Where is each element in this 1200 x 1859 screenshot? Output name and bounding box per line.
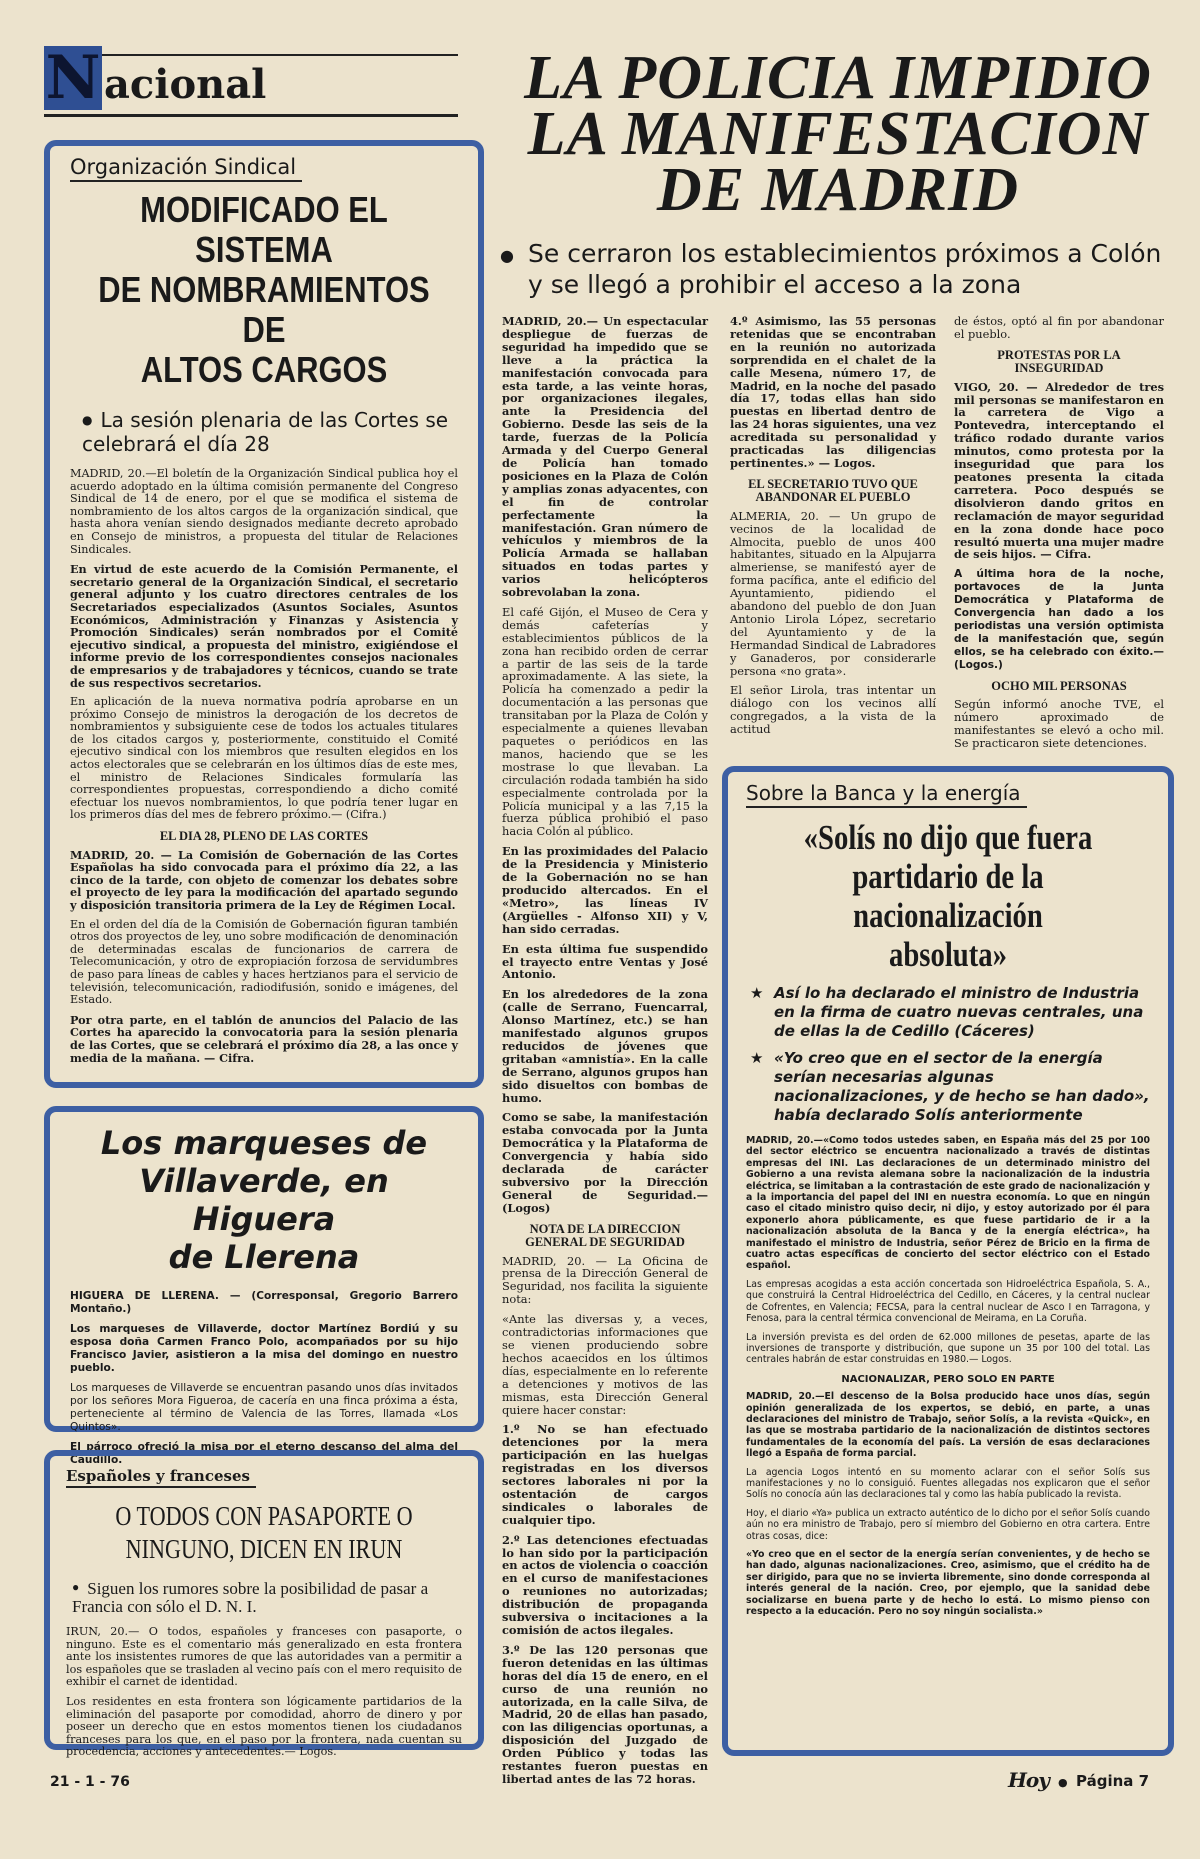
section-title: acional bbox=[104, 61, 267, 108]
subheading: EL DIA 28, PLENO DE LAS CORTES bbox=[159, 829, 369, 844]
bullet-icon: ● bbox=[500, 246, 514, 265]
main-story-col3 bbox=[954, 315, 1164, 757]
paragraph: La agencia Logos intentó en su momento aclarar con el señor Solís sus manifestaciones y no lo consiguió. Fuentes allegadas nos explicaron que el señor Solís no conocía aún las declaraciones tal y como las había publicado la revista. bbox=[746, 1466, 1150, 1501]
title-line: Villaverde, en Higuera bbox=[139, 1162, 389, 1238]
paragraph: El párroco ofreció la misa por el eterno descanso del alma del Caudillo. bbox=[70, 1441, 458, 1466]
banca-box bbox=[722, 766, 1174, 1756]
paragraph: Los marqueses de Villaverde se encuentran pasando unos días invitados por los señores Mora Figueroa, de cacería en una finca próxima a ésta, perteneciente al término de Valencia de las Torres, llamada «Los Quintos». bbox=[70, 1382, 458, 1433]
main-headline bbox=[508, 44, 1168, 224]
marqueses-title bbox=[70, 1124, 458, 1276]
irun-bullet: ● Siguen los rumores sobre la posibilidad de pasar a Francia con sólo el D. N. I. bbox=[72, 1578, 462, 1616]
title-line: Los marqueses de bbox=[100, 1124, 428, 1162]
title-line: DE NOMBRAMIENTOS DE bbox=[98, 269, 430, 350]
paragraph: IRUN, 20.— O todos, españoles y franceses con pasaporte, o ninguno. Este es el comentario más generalizado en esta frontera ante los insistentes rumores de que las autoridades van a permitir a los españoles que se trasladen al vecino país con el mero requisito de exhibir el carnet de identidad. bbox=[66, 1625, 462, 1689]
paragraph: 3.º De las 120 personas que fueron detenidas en las últimas horas del día 15 de enero, en el curso de una reunión no autorizada, en la calle Silva, de Madrid, 20 de ellas han pasado, con las diligencias oportunas, a disposición del Juzgado de Orden Público y todas las restantes fueron puestas en libertad antes de las 72 horas. bbox=[502, 1642, 708, 1786]
paragraph: En las proximidades del Palacio de la Presidencia y Ministerio de la Gobernación no se han producido altercados. En el «Metro», las líneas IV (Argüelles - Alfonso XII) y V, han sido cerradas. bbox=[502, 844, 708, 936]
paragraph: MADRID, 20. — La Comisión de Gobernación de las Cortes Españolas ha sido convocada para el próximo día 22, a las cinco de la tarde, con objeto de comenzar los debates sobre el proyecto de ley para la modificación del apartado segundo y disposición transitoria primera de la Ley de Régimen Local. bbox=[70, 847, 458, 912]
paragraph: Las empresas acogidas a esta acción concertada son Hidroeléctrica Española, S. A., que construirá la Central Hidroeléctrica del Cedillo, en Cáceres, y la central nuclear de Cofrentes, en Valencia; FECSA, para la central nuclear de Asco I en Tarragona, y Fenosa, para la central térmica convencional de Meirama, en La Coruña. bbox=[746, 1278, 1150, 1325]
paragraph: MADRID, 20.—«Como todos ustedes saben, en España más del 25 por 100 del sector eléctrico se encuentra nacionalizado a través de distintas empresas del INI. Las declaraciones de un determinado ministro del Gobierno a una revista alemana sobre la nacionalización de la industria eléctrica, se limitaban a la contrastación de este grado de nacionalización y a la importancia del papel del INI en nuestra economía. Lo que en ningún caso el citado ministro quiso decir, ni dijo, y estoy autorizado por él para exponerlo ahora públicamente, es que fuese partidario de ir a la nacionalización absoluta de la Banca y de la energía eléctrica», ha manifestado el ministro de Industria, señor Pérez de Bricio en la firma de cuatro actas específicas de concierto del sector eléctrico con el Estado español. bbox=[746, 1135, 1150, 1272]
irun-box bbox=[44, 1450, 484, 1759]
paragraph: 2.º Las detenciones efectuadas lo han sido por la participación en actos de violencia o coacción en el curso de manifestaciones o reuniones no autorizadas; distribución de propaganda subversiva o incitaciones a la comisión de actos ilegales. bbox=[502, 1532, 708, 1637]
banca-title bbox=[782, 818, 1113, 974]
title-line: NINGUNO, DICEN EN IRUN bbox=[125, 1534, 403, 1564]
paragraph: Por otra parte, en el tablón de anuncios del Palacio de las Cortes ha aparecido la convocatoria para la sesión plenaria de las Cortes, que se celebrará el próximo día 28, a las once y media de la mañana. — Cifra. bbox=[70, 1012, 458, 1065]
paragraph: A última hora de la noche, portavoces de la Junta Democrática y Plataforma de Convergencia han dado a los periodistas una versión optimista de la manifestación que, según ellos, se ha celebrado con éxito.—(Logos.) bbox=[954, 568, 1164, 671]
headline-line: LA POLICIA IMPIDIO bbox=[524, 44, 1152, 112]
paragraph: VIGO, 20. — Alrededor de tres mil personas se manifestaron en la carretera de Vigo a Pontevedra, interceptando el tráfico rodado durante varios minutos, como protesta por la inseguridad que para los peatones presenta la citada carretera. Poco después se disolvieron dando gritos en reclamación de mayor seguridad en la zona donde hace poco resultó muerta una mujer madre de seis hijos. — Cifra. bbox=[954, 379, 1164, 562]
paragraph: Los residentes en esta frontera son lógicamente partidarios de la eliminación del pasaporte por comodidad, ahorro de dinero y por poseer un derecho que en estos momentos tienen los ciudadanos franceses para los que, en el paso por la frontera, nada cuentan su procedencia, acciones y antecedentes.— Logos. bbox=[66, 1694, 462, 1759]
paragraph: MADRID, 20.—El boletín de la Organización Sindical publica hoy el acuerdo adoptado en la última comisión permanente del Congreso Sindical de 14 de enero, por el que se modifica el sistema de nombramiento de los altos cargos de la organización sindical, que hasta ahora venían siendo designados mediante decreto aprobado en Consejo de ministros, a propuesta del titular de Relaciones Sindicales. bbox=[70, 467, 458, 556]
footer-date: 21 - 1 - 76 bbox=[50, 1774, 130, 1790]
section-initial: N bbox=[45, 43, 101, 113]
paragraph: de éstos, optó al fin por abandonar el pueblo. bbox=[954, 314, 1164, 341]
banca-bullet: ★ «Yo creo que en el sector de la energía serían necesarias algunas nacionalizaciones, y de hecho se han dado», había declarado Solís anteriormente bbox=[750, 1049, 1150, 1124]
paragraph: El café Gijón, el Museo de Cera y demás cafeterías y establecimientos públicos de la zona han recibido orden de cerrar a partir de las seis de la tarde aproximadamente. A las siete, la Policía ha comenzado a pedir la documentación a las personas que transitaban por la Plaza de Colón y especialmente a quienes llevaban paquetes o periódicos en las manos, haciendo que se les mostrase lo que llevaban. La circulación rodada también ha sido especialmente controlada por la Policía municipal y a las 7,15 la fuerza pública prohibió el paso hacia Colón al público. bbox=[502, 604, 708, 839]
title-line: «Solís no dijo que fuera bbox=[803, 818, 1093, 857]
subheading: EL SECRETARIO TUVO QUE ABANDONAR EL PUEBLO bbox=[748, 476, 918, 504]
paragraph: «Yo creo que en el sector de la energía serían convenientes, y de hecho se han dado, algunas nacionalizaciones. Creo, asimismo, que el crédito ha de ser dirigido, para que no se invierta libremente, sino donde corresponda al interés general de la nación. Creo, por ejemplo, que la sanidad debe socializarse en buena parte y de hecho lo está. Lo mismo pienso con respecto a la educación. Pero no soy ningún socialista.» bbox=[746, 1549, 1150, 1618]
kicker: Españoles y franceses bbox=[66, 1466, 256, 1488]
subheading: NOTA DE LA DIRECCION GENERAL DE SEGURIDAD bbox=[525, 1221, 685, 1249]
main-story-col1 bbox=[502, 315, 708, 1793]
subheading: OCHO MIL PERSONAS bbox=[991, 678, 1127, 693]
title-line: ALTOS CARGOS bbox=[140, 349, 388, 390]
irun-title bbox=[102, 1500, 427, 1566]
title-line: MODIFICADO EL SISTEMA bbox=[140, 189, 388, 270]
subheading: PROTESTAS POR LA INSEGURIDAD bbox=[997, 347, 1121, 375]
paragraph: MADRID, 20. — La Oficina de prensa de la Dirección General de Seguridad, nos facilita la siguiente nota: bbox=[502, 1253, 708, 1307]
star-icon: ★ bbox=[750, 1049, 764, 1067]
kicker: Organización Sindical bbox=[70, 154, 302, 182]
paragraph: En el orden del día de la Comisión de Gobernación figuran también otros dos proyectos de ley, uno sobre modificación de denominación de determinadas escalas de funcionarios de carrera de Telecomunicación, y otro de expropiación forzosa de servidumbres de paso para líneas de cables y haces hertzianos para el servicio de televisión, telecomunicación, radiodifusión, sonido e imágenes, del Estado. bbox=[70, 917, 458, 1007]
title-line: partidario de la nacionalización bbox=[852, 857, 1044, 935]
footer-bullet-icon: ● bbox=[1058, 1776, 1068, 1789]
paragraph: En virtud de este acuerdo de la Comisión Permanente, el secretario general de la Organización Sindical, el secretario general adjunto y los cuatro directores centrales de los Secretariados especializados (Asuntos Sociales, Asuntos Económicos, Administración y Finanzas y Asistencia y Promoción Sindicales) serán nombrados por el Comité ejecutivo sindical, a propuesta del ministro, exigiéndose el informe previo de los correspondientes consejos nacionales de empresarios y de trabajadores y técnicos, cuando se trate de sus respectivos secretarios. bbox=[70, 562, 458, 690]
star-icon: ★ bbox=[750, 984, 764, 1002]
sindical-title bbox=[97, 190, 431, 390]
sindical-box bbox=[44, 140, 484, 1088]
headline-line: LA MANIFESTACION bbox=[527, 100, 1149, 168]
paragraph: «Ante las diversas y, a veces, contradictorias informaciones que se vienen produciendo sobre hechos acaecidos en los últimos días, especialmente en lo referente a detenciones y motivos de las mismas, esta Dirección General quiere hacer constar: bbox=[502, 1312, 708, 1417]
paragraph: Los marqueses de Villaverde, doctor Martínez Bordiú y su esposa doña Carmen Franco Polo, acompañados por su hijo Francisco Javier, asistieron a la misa del domingo en nuestro pueblo. bbox=[70, 1323, 458, 1374]
paragraph: MADRID, 20.—El descenso de la Bolsa producido hace unos días, según opinión generalizada de los expertos, se debió, en parte, a unas declaraciones del ministro de Trabajo, señor Solís, a la revista «Quick», en las que se mostraba partidario de la nacionalización de distintos sectores fundamentales de la economía del país. La versión de esas declaraciones llegó a España de forma parcial. bbox=[746, 1391, 1150, 1460]
title-line: O TODOS CON PASAPORTE O bbox=[115, 1501, 413, 1531]
title-line: de Llerena bbox=[168, 1238, 360, 1276]
kicker: Sobre la Banca y la energía bbox=[746, 780, 1027, 808]
section-rule-top bbox=[44, 54, 458, 56]
paragraph: En esta última fue suspendido el trayecto entre Ventas y José Antonio. bbox=[502, 941, 708, 982]
paragraph: En los alrededores de la zona (calle de Serrano, Fuencarral, Alonso Martínez, etc.) se han manifestado algunos grupos reducidos de jóvenes que gritaban «amnistía». En la calle de Serrano, algunos grupos han sido disueltos con bombas de humo. bbox=[502, 987, 708, 1105]
paragraph: Hoy, el diario «Ya» publica un extracto auténtico de lo dicho por el señor Solís cuando aún no era ministro de Trabajo, pero sí miembro del Gobierno en otra cartera. Entre otras cosas, dice: bbox=[746, 1507, 1150, 1542]
paragraph: Según informó anoche TVE, el número aproximado de manifestantes se elevó a ocho mil. Se practicaron siete detenciones. bbox=[954, 697, 1164, 751]
paragraph: En aplicación de la nueva normativa podría aprobarse en un próximo Consejo de ministros la derogación de los decretos de nombramientos y subsiguiente cese de todos los actuales titulares de los citados cargos y, posteriormente, constituido el Comité ejecutivo sindical con los miembros que resulten elegidos en los actos electorales que se celebrarán en los últimos días de este mes, el ministro de Relaciones Sindicales formularía las correspondientes propuestas, correspondiendo a dicho comité efectuar los nuevos nombramientos, lo que podría tener lugar en los primeros días del mes de febrero próximo.— (Cifra.) bbox=[70, 695, 458, 822]
paragraph: 1.º No se han efectuado detenciones por la mera participación en las huelgas registradas en los diversos sectores laborales ni por la ostentación de cargos sindicales o laborales de cualquier tipo. bbox=[502, 1422, 708, 1527]
sindical-bullet: ● La sesión plenaria de las Cortes se celebrará el día 28 bbox=[82, 408, 458, 456]
paragraph: MADRID, 20.— Un espectacular despliegue de fuerzas de seguridad ha impedido que se lleve a la práctica la manifestación convocada para esta tarde, a las veinte horas, por organizaciones ilegales, ante la Presidencia del Gobierno. Desde las seis de la tarde, fuerzas de la Policía Armada y del Cuerpo General de Policía han tomado posiciones en la Plaza de Colón y amplias zonas adyacentes, con el fin de controlar perfectamente la manifestación. Gran número de vehículos y miembros de la Policía Armada se hallaban situados en todas partes y varios helicópteros sobrevolaban la zona. bbox=[502, 314, 708, 600]
main-story-col2 bbox=[730, 315, 936, 743]
byline: HIGUERA DE LLERENA. — (Corresponsal, Gregorio Barrero Montaño.) bbox=[70, 1290, 458, 1315]
paragraph: 4.º Asimismo, las 55 personas retenidas que se encontraban en la reunión no autorizada sorprendida en el chalet de la calle Mesena, número 17, de Madrid, en la noche del pasado día 17, todas ellas han sido puestas en libertad dentro de las 24 horas siguientes, una vez acreditada su personalidad y practicadas las diligencias pertinentes.» — Logos. bbox=[730, 314, 936, 470]
section-rule-bottom bbox=[44, 114, 458, 117]
banca-bullet: ★ Así lo ha declarado el ministro de Industria en la firma de cuatro nuevas centrales, una de ellas la de Cedillo (Cáceres) bbox=[750, 984, 1144, 1040]
paragraph: La inversión prevista es del orden de 62.000 millones de pesetas, aparte de las inversiones de transporte y distribución, que supone un 35 por 100 del total. Las centrales habrán de estar construidas en 1980.— Logos. bbox=[746, 1331, 1150, 1366]
footer-logo: Hoy bbox=[1008, 1768, 1049, 1792]
page-number: Página 7 bbox=[1076, 1772, 1150, 1790]
paragraph: Como se sabe, la manifestación estaba convocada por la Junta Democrática y la Plataforma de Convergencia y había sido declarada de carácter subversivo por la Dirección General de Seguridad.— (Logos) bbox=[502, 1110, 708, 1215]
main-subhead: ● Se cerraron los establecimientos próximos a Colón y se llegó a prohibir el acceso a la zona bbox=[500, 239, 1162, 299]
title-line: absoluta» bbox=[888, 935, 1008, 974]
marqueses-box bbox=[44, 1106, 484, 1466]
headline-line: DE MADRID bbox=[656, 156, 1020, 224]
subheading: NACIONALIZAR, PERO SOLO EN PARTE bbox=[841, 1373, 1055, 1385]
paragraph: ALMERIA, 20. — Un grupo de vecinos de la localidad de Almocita, pueblo de unos 400 habitantes, situado en la Alpujarra almeriense, se manifestó ayer de forma pacífica, ante el edificio del Ayuntamiento, pidiendo el abandono del pueblo de don Juan Antonio Lirola López, secretario del Ayuntamiento y de la Hermandad Sindical de Labradores y Ganaderos, por considerarle persona «no grata». bbox=[730, 508, 936, 678]
paragraph: El señor Lirola, tras intentar un diálogo con los vecinos allí congregados, a la vista de la actitud bbox=[730, 683, 936, 737]
